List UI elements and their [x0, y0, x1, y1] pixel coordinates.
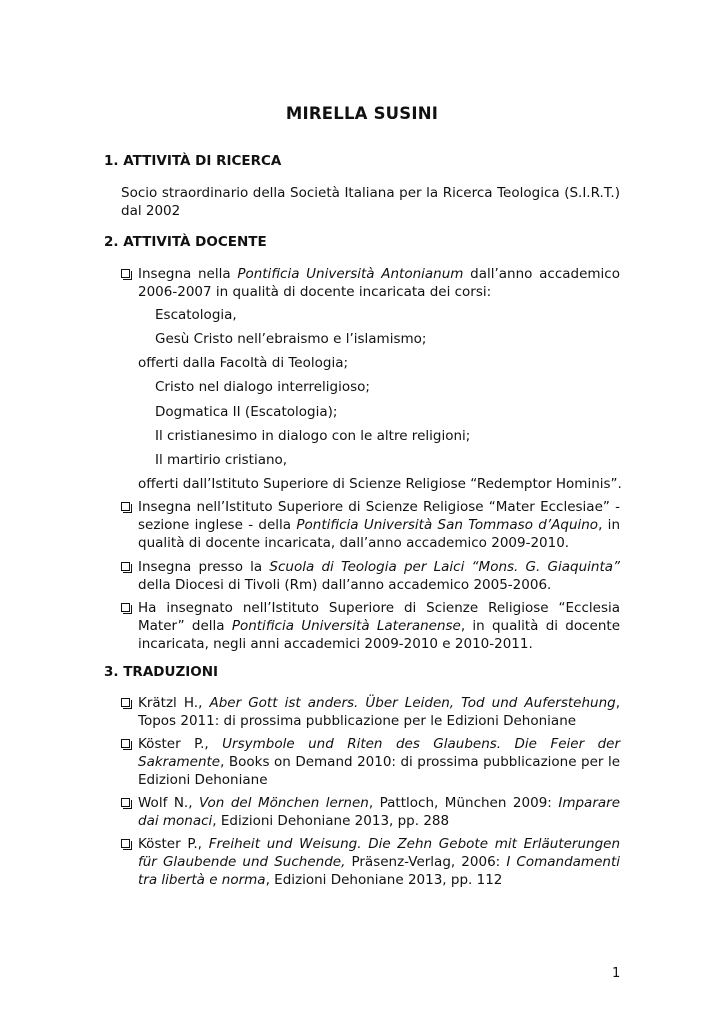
heading-teaching: 2. ATTIVITÀ DOCENTE	[104, 234, 267, 250]
teaching-item-lateranense: Ha insegnato nell’Istituto Superiore di Scienze Religiose “Ecclesia Mater” della Pontificia Università Lateranense, in qualità di docente incaricata, negli anni accademici 2009-2010 e 2010-2011.	[121, 599, 620, 653]
checkbox-bullet-icon	[121, 798, 130, 807]
offered-by-text: offerti dall’Istituto Superiore di Scienze Religiose “Redemptor Hominis”.	[138, 476, 622, 492]
translation-item-koster-ursymbole: Köster P., Ursymbole und Riten des Glaubens. Die Feier der Sakramente, Books on Demand 2010: di prossima pubblicazione per le Edizioni Dehoniane	[121, 735, 620, 789]
checkbox-bullet-icon	[121, 698, 130, 707]
offered-by-text: offerti dalla Facoltà di Teologia;	[138, 355, 349, 371]
course-item: Il cristianesimo in dialogo con le altre religioni;	[155, 428, 471, 444]
teaching-item-mater-ecclesiae: Insegna nell’Istituto Superiore di Scienze Religiose “Mater Ecclesiae” - sezione inglese - della Pontificia Università San Tommaso d’Aquino, in qualità di docente incaricata, dall’anno accademico 2009-2010.	[121, 498, 620, 552]
checkbox-bullet-icon	[121, 839, 130, 848]
checkbox-bullet-icon	[121, 502, 130, 511]
checkbox-bullet-icon	[121, 739, 130, 748]
heading-translations: 3. TRADUZIONI	[104, 664, 219, 680]
checkbox-bullet-icon	[121, 603, 130, 612]
checkbox-bullet-icon	[121, 562, 130, 571]
research-text: Socio straordinario della Società Italiana per la Ricerca Teologica (S.I.R.T.) dal 2002	[121, 185, 620, 219]
document-title: MIRELLA SUSINI	[285, 104, 439, 123]
heading-research: 1. ATTIVITÀ DI RICERCA	[104, 153, 282, 169]
translation-item-wolf: Wolf N., Von del Mönchen lernen, Pattloch, München 2009: Imparare dai monaci, Edizioni Dehoniane 2013, pp. 288	[121, 794, 620, 830]
translation-item-koster-freiheit: Köster P., Freiheit und Weisung. Die Zehn Gebote mit Erläuterungen für Glaubende und Suchende, Präsenz-Verlag, 2006: I Comandamenti tra libertà e norma, Edizioni Dehoniane 2013, pp. 112	[121, 835, 620, 889]
course-item: Cristo nel dialogo interreligioso;	[155, 379, 370, 395]
page-number: 1	[612, 966, 621, 981]
course-item: Gesù Cristo nell’ebraismo e l’islamismo;	[155, 331, 427, 347]
checkbox-bullet-icon	[121, 269, 130, 278]
course-item: Dogmatica II (Escatologia);	[155, 404, 338, 420]
course-item: Escatologia,	[155, 307, 237, 323]
course-item: Il martirio cristiano,	[155, 452, 288, 468]
teaching-item-giaquinta: Insegna presso la Scuola di Teologia per Laici “Mons. G. Giaquinta” della Diocesi di Tivoli (Rm) dall’anno accademico 2005-2006.	[121, 558, 620, 594]
translation-item-kratzl: Krätzl H., Aber Gott ist anders. Über Leiden, Tod und Auferstehung, Topos 2011: di prossima pubblicazione per le Edizioni Dehoniane	[121, 694, 620, 730]
teaching-item-antonianum: Insegna nella Pontificia Università Antonianum dall’anno accademico 2006-2007 in qualità di docente incaricata dei corsi:	[121, 265, 620, 301]
